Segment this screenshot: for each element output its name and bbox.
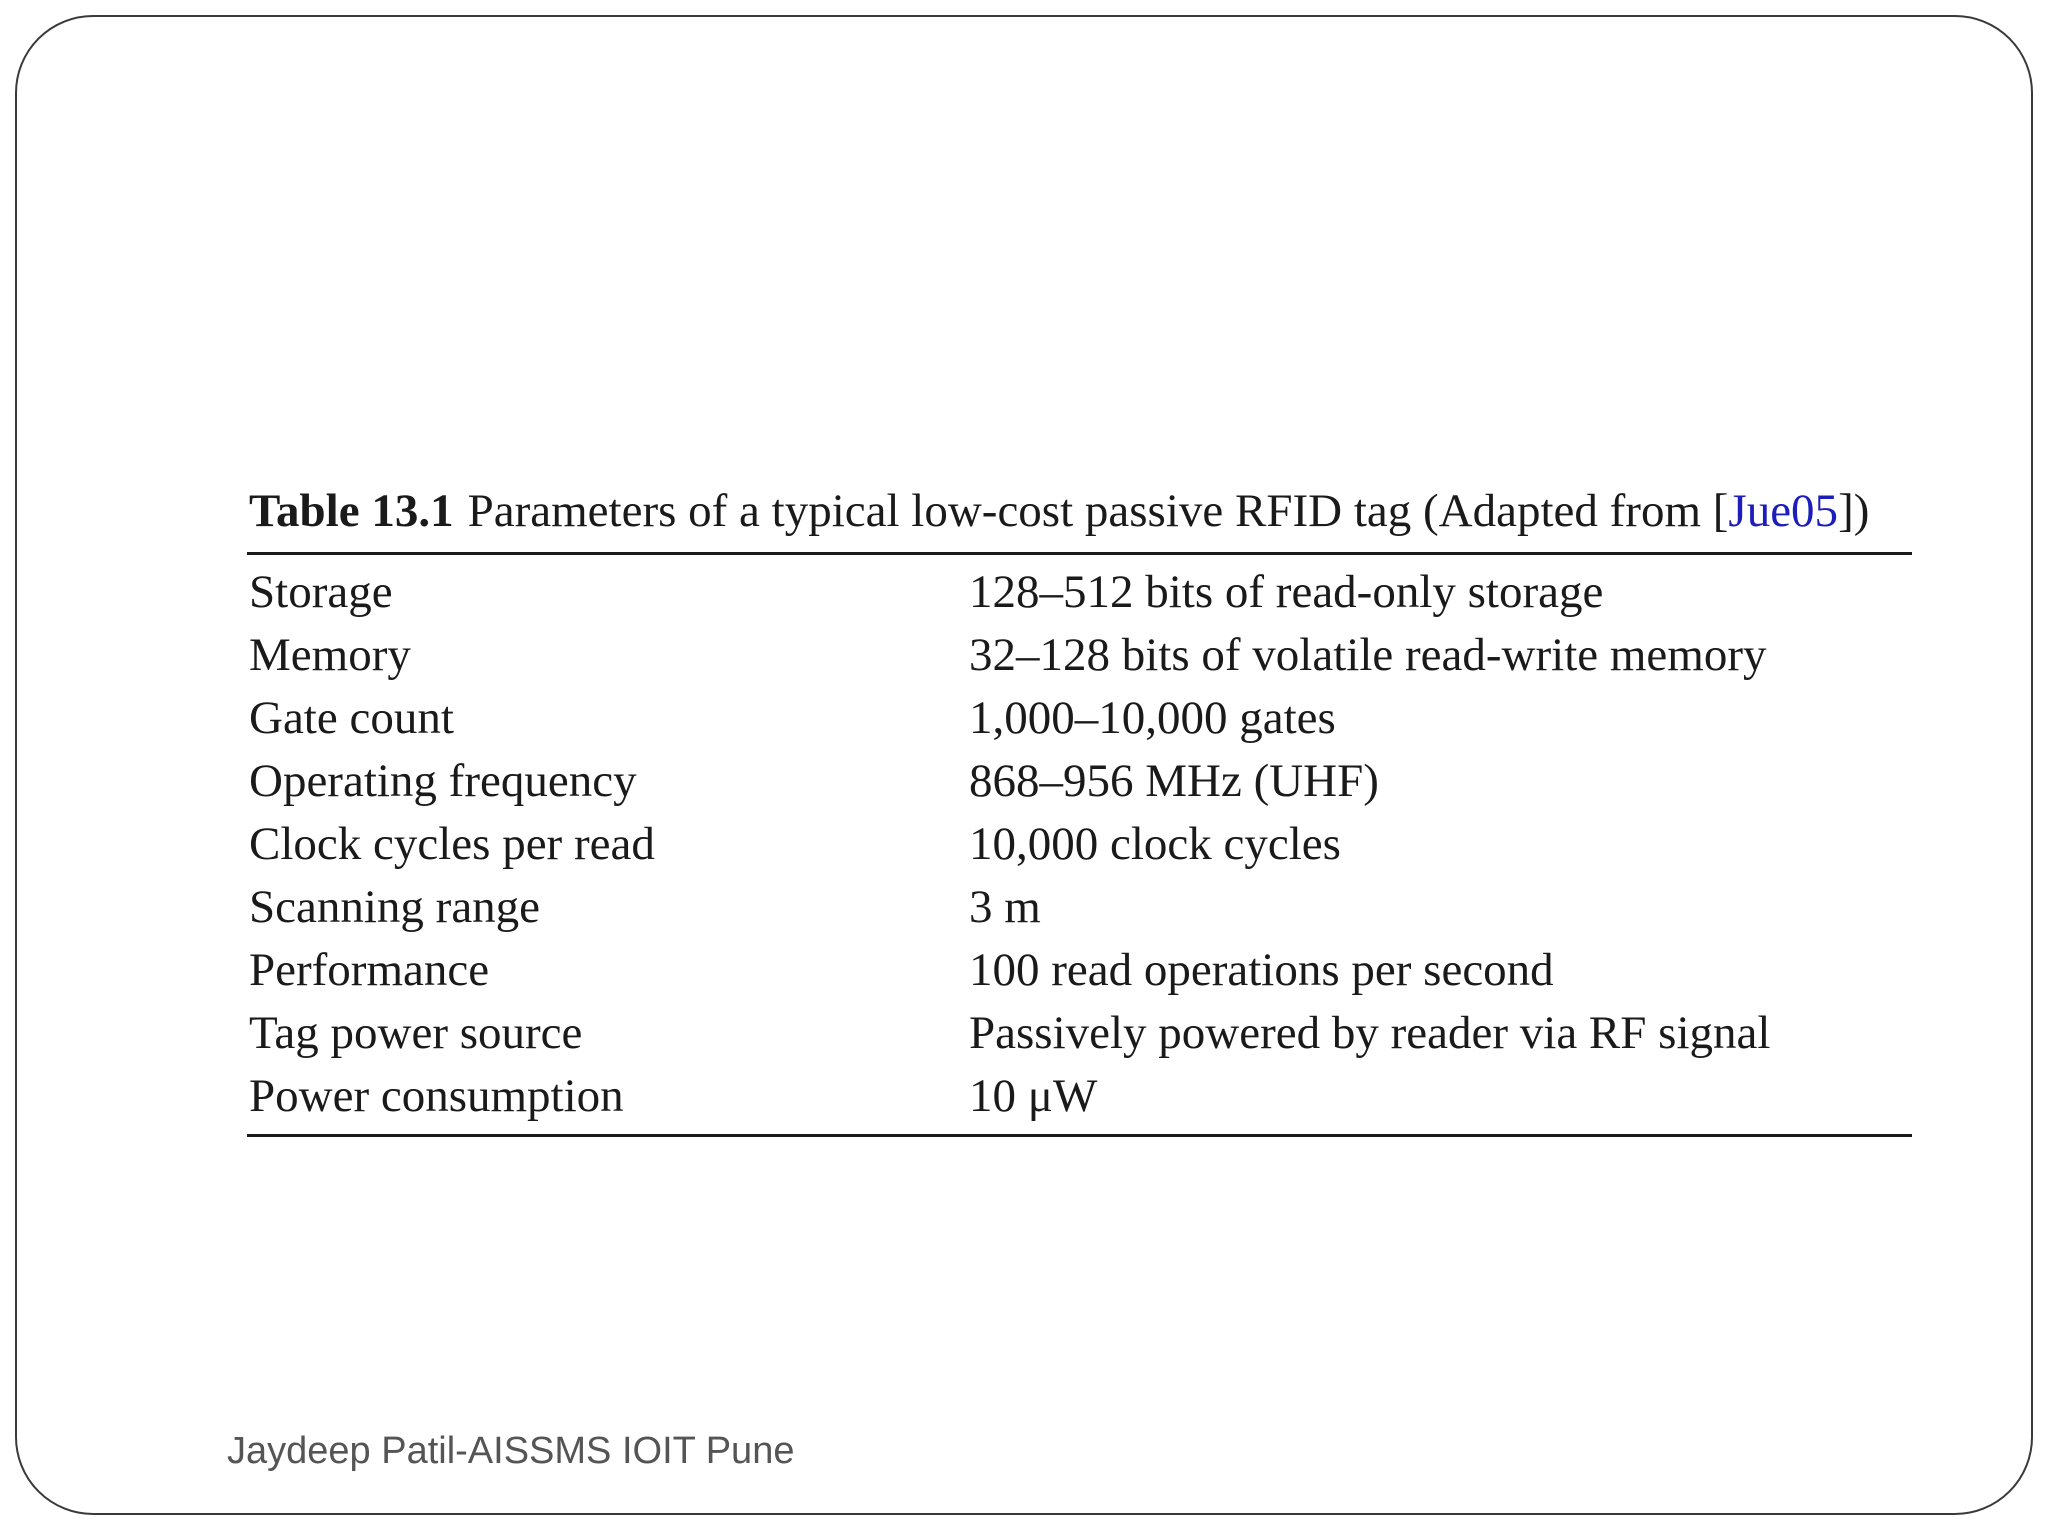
table-row: [247, 1065, 1912, 1136]
parameter-value: 32–128 bits of volatile read-write memory: [969, 629, 1767, 681]
parameter-name: Memory: [249, 629, 411, 681]
table-row: [247, 813, 1912, 876]
parameter-name: Gate count: [249, 692, 454, 744]
parameter-value: 100 read operations per second: [969, 944, 1554, 996]
slide-frame: [15, 15, 2033, 1515]
table-figure: [247, 479, 1912, 1137]
table-caption-text: Parameters of a typical low-cost passive RFID tag (Adapted from [: [467, 485, 1729, 537]
table-row: [247, 1002, 1912, 1065]
parameter-name: Tag power source: [249, 1007, 583, 1059]
table-caption-label: Table 13.1: [249, 485, 454, 537]
parameter-name: Operating frequency: [249, 755, 637, 807]
table-caption-end: ]): [1838, 485, 1870, 537]
slide-footer: Jaydeep Patil-AISSMS IOIT Pune: [227, 1430, 795, 1472]
citation-link[interactable]: Jue05: [1728, 485, 1839, 537]
table-row: [247, 939, 1912, 1002]
table-row: [247, 750, 1912, 813]
parameter-value: 128–512 bits of read-only storage: [969, 566, 1604, 618]
parameters-table: [247, 552, 1912, 1137]
parameter-name: Clock cycles per read: [249, 818, 655, 870]
parameter-name: Storage: [249, 566, 393, 618]
table-caption: [249, 479, 1912, 543]
parameter-value: 3 m: [969, 881, 1041, 933]
parameter-value: 10 μW: [969, 1070, 1098, 1122]
table-row: [247, 687, 1912, 750]
parameter-name: Performance: [249, 944, 490, 996]
parameter-value: Passively powered by reader via RF signal: [969, 1007, 1771, 1059]
table-row: [247, 554, 1912, 625]
parameter-value: 10,000 clock cycles: [969, 818, 1341, 870]
parameter-name: Scanning range: [249, 881, 541, 933]
parameter-value: 1,000–10,000 gates: [969, 692, 1336, 744]
table-row: [247, 876, 1912, 939]
table-row: [247, 624, 1912, 687]
parameter-name: Power consumption: [249, 1070, 624, 1122]
parameter-value: 868–956 MHz (UHF): [969, 755, 1379, 807]
